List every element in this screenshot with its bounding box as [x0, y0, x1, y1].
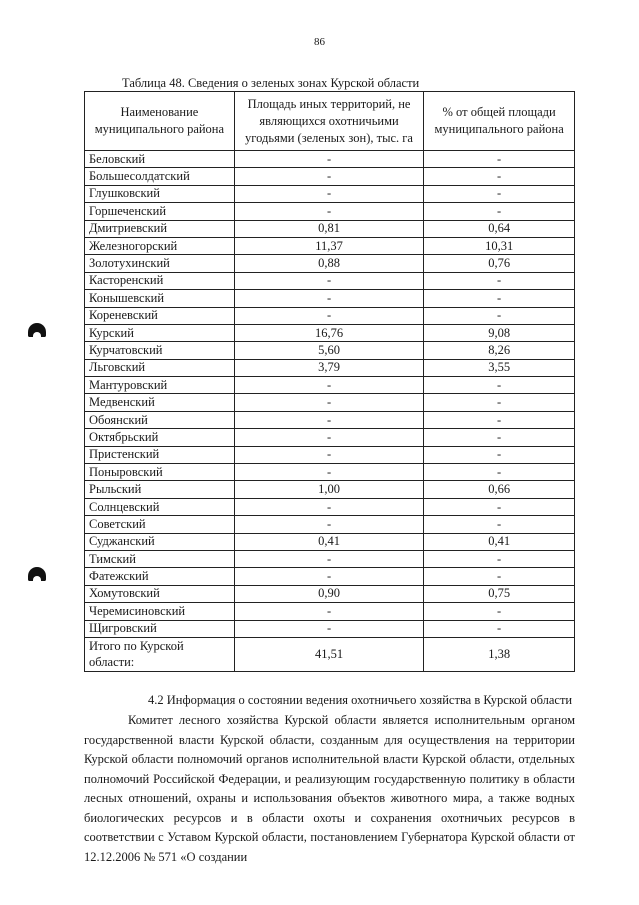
area-value: -	[234, 550, 423, 567]
area-value: -	[234, 498, 423, 515]
table-row	[85, 359, 575, 376]
district-name: Пристенский	[85, 446, 235, 463]
table-row	[85, 603, 575, 620]
district-name: Касторенский	[85, 272, 235, 289]
percent-value: -	[424, 446, 575, 463]
percent-value: 8,26	[424, 342, 575, 359]
area-value: -	[234, 516, 423, 533]
area-value: -	[234, 464, 423, 481]
district-name: Щигровский	[85, 620, 235, 637]
percent-value: -	[424, 307, 575, 324]
body-paragraph: Комитет лесного хозяйства Курской области является исполнительным органом государственной власти Курской области, созданным для осуществления на территории Курской области полномочий органов исполнительной власти Курской области, отдельных полномочий Российской Федерации, и реализующим государственную политику в области лесных отношений, охраны и использования объектов животного мира, а также водных биологических ресурсов и в области охоты и сохранения охотничьих ресурсов в соответствии с Уставом Курской области, постановлением Губернатора Курской области от 12.12.2006 № 571 «О создании	[84, 713, 575, 864]
district-name: Большесолдатский	[85, 168, 235, 185]
area-value: -	[234, 377, 423, 394]
area-value: -	[234, 411, 423, 428]
district-name: Солнцевский	[85, 498, 235, 515]
district-name: Медвенский	[85, 394, 235, 411]
total-label: Итого по Курской области:	[85, 637, 235, 671]
table-row	[85, 342, 575, 359]
area-value: 1,00	[234, 481, 423, 498]
area-value: -	[234, 394, 423, 411]
table-row	[85, 220, 575, 237]
percent-value: 0,64	[424, 220, 575, 237]
table-row	[85, 550, 575, 567]
table-row	[85, 411, 575, 428]
total-area: 41,51	[234, 637, 423, 671]
table-row	[85, 203, 575, 220]
area-value: -	[234, 603, 423, 620]
percent-value: -	[424, 568, 575, 585]
table-row	[85, 307, 575, 324]
district-name: Курчатовский	[85, 342, 235, 359]
area-value: 11,37	[234, 237, 423, 254]
table-row	[85, 151, 575, 168]
percent-value: -	[424, 394, 575, 411]
district-name: Фатежский	[85, 568, 235, 585]
section-heading: 4.2 Информация о состоянии ведения охотничьего хозяйства в Курской области	[148, 693, 573, 707]
percent-value: 0,76	[424, 255, 575, 272]
table-row	[85, 498, 575, 515]
district-name: Глушковский	[85, 185, 235, 202]
percent-value: -	[424, 168, 575, 185]
percent-value: -	[424, 151, 575, 168]
area-value: -	[234, 568, 423, 585]
table-row	[85, 533, 575, 550]
area-value: 0,90	[234, 585, 423, 602]
percent-value: 10,31	[424, 237, 575, 254]
percent-value: 0,41	[424, 533, 575, 550]
percent-value: -	[424, 550, 575, 567]
percent-value: -	[424, 603, 575, 620]
area-value: -	[234, 185, 423, 202]
table-row	[85, 168, 575, 185]
district-name: Льговский	[85, 359, 235, 376]
district-name: Хомутовский	[85, 585, 235, 602]
table-row	[85, 394, 575, 411]
table-row	[85, 464, 575, 481]
percent-value: -	[424, 429, 575, 446]
table-row	[85, 585, 575, 602]
table-row	[85, 516, 575, 533]
table-row	[85, 255, 575, 272]
district-name: Кореневский	[85, 307, 235, 324]
area-value: 0,41	[234, 533, 423, 550]
district-name: Октябрьский	[85, 429, 235, 446]
percent-value: -	[424, 185, 575, 202]
binder-hole-icon	[28, 567, 46, 581]
district-name: Черемисиновский	[85, 603, 235, 620]
district-name: Обоянский	[85, 411, 235, 428]
table-body	[85, 151, 575, 638]
table-row	[85, 290, 575, 307]
table-row	[85, 377, 575, 394]
percent-value: 3,55	[424, 359, 575, 376]
district-name: Рыльский	[85, 481, 235, 498]
table-row	[85, 620, 575, 637]
area-value: 5,60	[234, 342, 423, 359]
district-name: Дмитриевский	[85, 220, 235, 237]
binder-hole-icon	[28, 323, 46, 337]
area-value: -	[234, 620, 423, 637]
green-zones-table	[84, 91, 575, 672]
area-value: -	[234, 272, 423, 289]
area-value: -	[234, 307, 423, 324]
area-value: 0,88	[234, 255, 423, 272]
area-value: -	[234, 290, 423, 307]
percent-value: -	[424, 411, 575, 428]
district-name: Советский	[85, 516, 235, 533]
area-value: 3,79	[234, 359, 423, 376]
area-value: 0,81	[234, 220, 423, 237]
table-row	[85, 429, 575, 446]
percent-value: -	[424, 498, 575, 515]
district-name: Тимский	[85, 550, 235, 567]
total-percent: 1,38	[424, 637, 575, 671]
percent-value: -	[424, 620, 575, 637]
percent-value: -	[424, 290, 575, 307]
percent-value: -	[424, 464, 575, 481]
district-name: Конышевский	[85, 290, 235, 307]
district-name: Беловский	[85, 151, 235, 168]
district-name: Суджанский	[85, 533, 235, 550]
district-name: Золотухинский	[85, 255, 235, 272]
table-row	[85, 237, 575, 254]
table-row	[85, 324, 575, 341]
area-value: -	[234, 151, 423, 168]
table-row	[85, 568, 575, 585]
district-name: Железногорский	[85, 237, 235, 254]
percent-value: -	[424, 377, 575, 394]
area-value: -	[234, 429, 423, 446]
percent-value: -	[424, 272, 575, 289]
table-row	[85, 481, 575, 498]
percent-value: -	[424, 203, 575, 220]
percent-value: 0,75	[424, 585, 575, 602]
table-row	[85, 272, 575, 289]
percent-value: 0,66	[424, 481, 575, 498]
table-caption: Таблица 48. Сведения о зеленых зонах Курской области	[122, 76, 420, 90]
district-name: Курский	[85, 324, 235, 341]
area-value: -	[234, 168, 423, 185]
table-total-row	[85, 637, 575, 671]
page-number: 86	[314, 36, 325, 48]
column-header-percent: % от общей площади муниципального района	[424, 92, 575, 151]
table-row	[85, 185, 575, 202]
column-header-area: Площадь иных территорий, не являющихся охотничьими угодьями (зеленых зон), тыс. га	[234, 92, 423, 151]
percent-value: -	[424, 516, 575, 533]
area-value: -	[234, 446, 423, 463]
column-header-district: Наименование муниципального района	[85, 92, 235, 151]
district-name: Мантуровский	[85, 377, 235, 394]
district-name: Горшеченский	[85, 203, 235, 220]
area-value: 16,76	[234, 324, 423, 341]
area-value: -	[234, 203, 423, 220]
district-name: Поныровский	[85, 464, 235, 481]
percent-value: 9,08	[424, 324, 575, 341]
table-header-row	[85, 92, 575, 151]
table-row	[85, 446, 575, 463]
